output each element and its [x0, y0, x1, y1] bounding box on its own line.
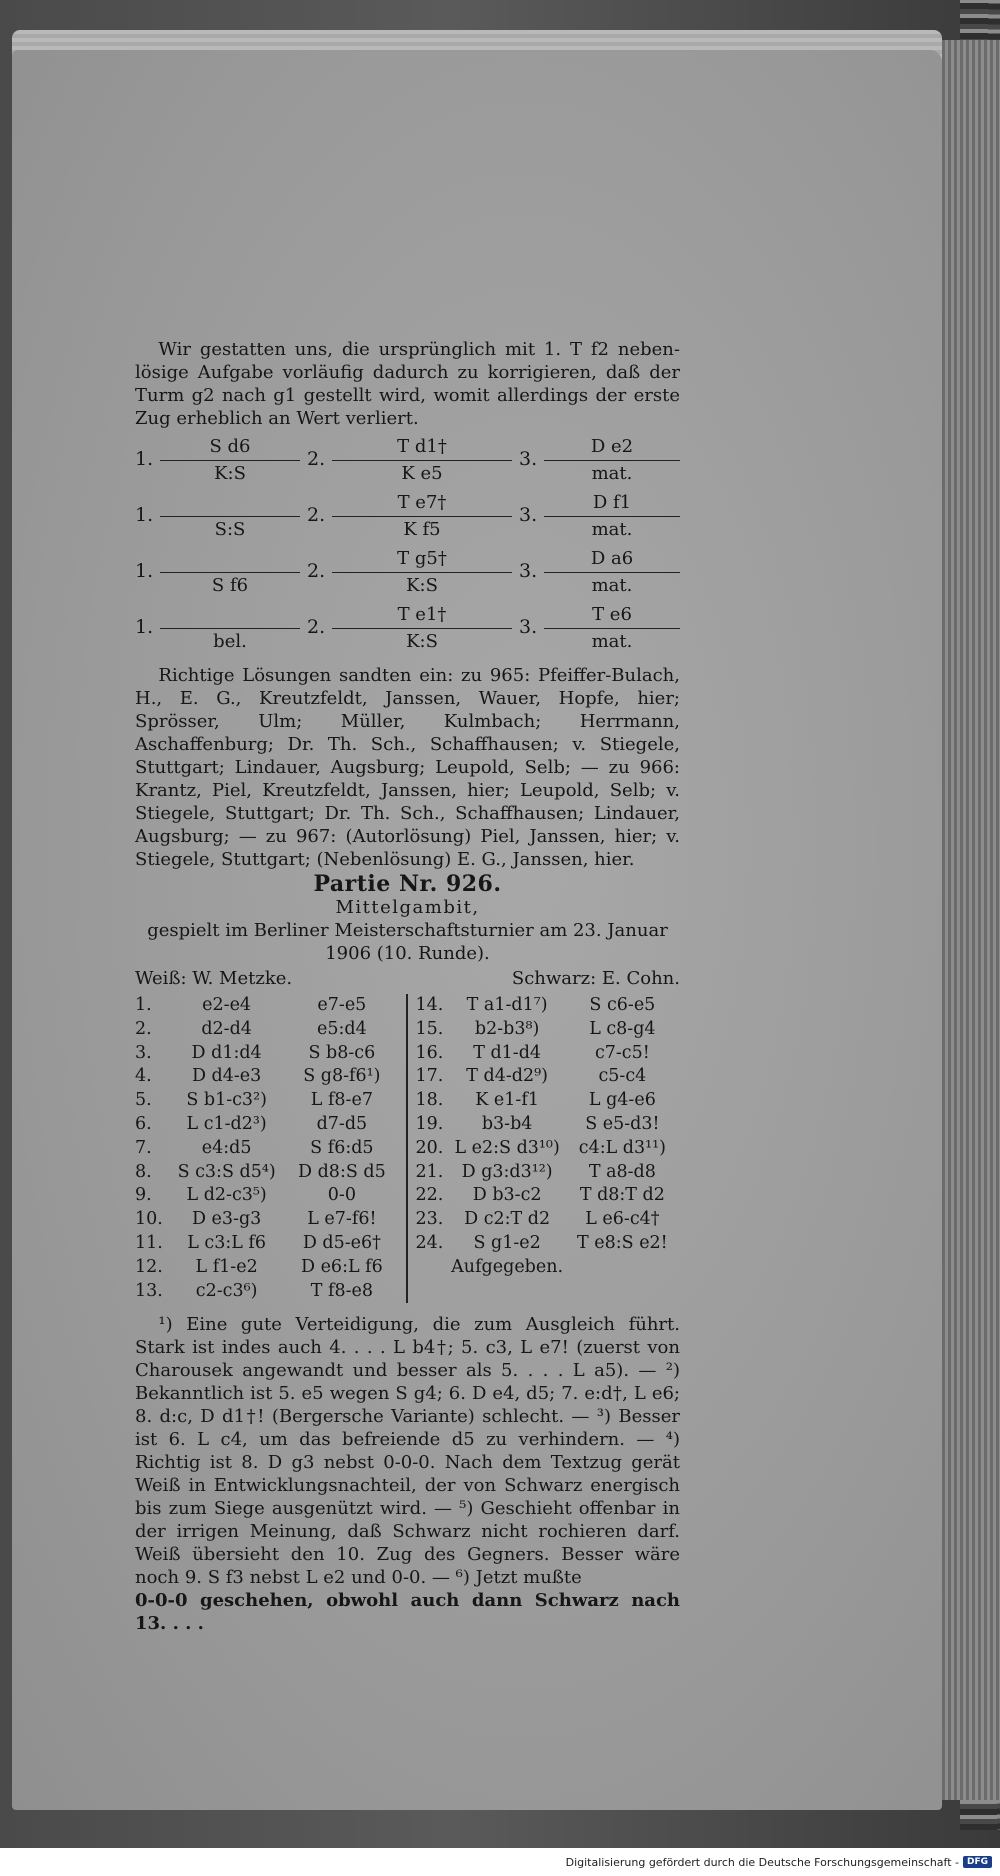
- move-number: 2.: [307, 448, 326, 470]
- black-move: c7-c5!: [594, 1042, 650, 1063]
- black-move: 0-0: [327, 1185, 356, 1206]
- white-move: e4:d5: [201, 1137, 252, 1158]
- move-number: 8.: [135, 1161, 152, 1182]
- white-move: T d1-d4: [473, 1042, 542, 1063]
- black-move: S b8-c6: [308, 1042, 376, 1063]
- move-row: [135, 1256, 400, 1280]
- game-date: 1906 (10. Runde).: [325, 943, 490, 964]
- move-row: [135, 1089, 400, 1113]
- annotation-tail: 0-0-0 geschehen, obwohl auch dann Schwarz nach 13. . . .: [135, 1590, 680, 1635]
- white-player: Weiß: W. Metzke.: [135, 968, 293, 989]
- black-move: S f6:d5: [310, 1137, 374, 1158]
- move-row: [416, 1042, 681, 1066]
- move-2: $\frac{\text{T g5†}}{K:S}$: [332, 546, 512, 599]
- white-move: D b3-c2: [472, 1185, 542, 1206]
- move-number: 2.: [307, 616, 326, 638]
- black-move: d7-d5: [316, 1113, 368, 1134]
- black-move: e7-e5: [317, 995, 367, 1015]
- move-number: [416, 1256, 450, 1280]
- game-moves: [135, 994, 680, 1303]
- footer-credit: Digitalisierung gefördert durch die Deutsche Forschungsgemeinschaft -: [565, 1855, 959, 1869]
- move-row: [135, 1065, 400, 1089]
- black-move: S e5-d3!: [585, 1113, 660, 1134]
- white-move: D c2:T d2: [464, 1209, 551, 1230]
- move-2: $\frac{\text{T e1†}}{K:S}$: [332, 602, 512, 655]
- white-move: S c3:S d5⁴): [177, 1161, 276, 1182]
- black-player: Schwarz: E. Cohn.: [511, 968, 680, 989]
- move-number: 3.: [519, 504, 538, 526]
- white-move: d2-d4: [201, 1018, 252, 1039]
- white-move: Aufgegeben.: [451, 1256, 564, 1277]
- solution-row: [135, 490, 680, 546]
- move-3: D a6 mat.: [544, 546, 680, 599]
- black-move: D e6:L f6: [300, 1256, 383, 1277]
- page-content: [135, 338, 680, 1635]
- move-row: [416, 1184, 681, 1208]
- solution-row: [135, 602, 680, 658]
- move-3: T e6 mat.: [544, 602, 680, 655]
- move-row: [416, 1089, 681, 1113]
- move-row: [416, 1256, 681, 1280]
- move-number: 21.: [415, 1161, 444, 1182]
- move-number: 10.: [135, 1209, 163, 1230]
- black-move: L f8-e7: [310, 1090, 373, 1111]
- move-number: 3.: [519, 448, 538, 470]
- move-number: 3.: [519, 560, 538, 582]
- move-2: $\frac{\text{T d1†}}{\text{K e5}}$: [332, 434, 512, 487]
- black-move: L g4-e6: [588, 1090, 656, 1111]
- move-1: S:S: [160, 490, 300, 543]
- move-number: 2.: [135, 1018, 152, 1039]
- annotations: [135, 1313, 680, 1635]
- solution-row: [135, 434, 680, 490]
- white-move: T a1-d1⁷): [466, 995, 548, 1015]
- move-number: 22.: [415, 1185, 444, 1206]
- white-move: b2-b3⁸): [474, 1018, 540, 1039]
- move-row: [135, 994, 400, 1018]
- move-number: 9.: [135, 1185, 152, 1206]
- move-row: [135, 1042, 400, 1066]
- move-number: 11.: [135, 1232, 163, 1253]
- move-number: 6.: [135, 1113, 152, 1134]
- white-move: D d1:d4: [191, 1042, 262, 1063]
- moves-right-column: [408, 994, 681, 1303]
- game-opening: Mittelgambit,: [335, 897, 480, 918]
- black-move: c5-c4: [598, 1066, 647, 1087]
- white-move: L c1-d2³): [186, 1113, 267, 1134]
- move-number: 14.: [415, 995, 444, 1015]
- move-number: 23.: [415, 1209, 444, 1230]
- white-move: S g1-e2: [473, 1232, 541, 1253]
- black-move: e5:d4: [317, 1018, 367, 1039]
- white-move: L d2-c3⁵): [186, 1185, 267, 1206]
- move-row: [135, 1280, 400, 1304]
- move-number: 5.: [135, 1090, 152, 1111]
- move-number: 19.: [415, 1113, 444, 1134]
- move-number: 3.: [519, 616, 538, 638]
- move-row: [135, 1208, 400, 1232]
- white-move: D e3-g3: [191, 1209, 262, 1230]
- black-move: S g8-f6¹): [303, 1066, 381, 1087]
- black-move: [565, 1256, 680, 1280]
- move-number: 1.: [135, 448, 154, 470]
- black-move: D d5-e6†: [302, 1232, 381, 1253]
- white-move: L e2:S d3¹⁰): [454, 1137, 560, 1158]
- move-2: $\frac{\text{T e7†}}{\text{K f5}}$: [332, 490, 512, 543]
- move-number: 2.: [307, 504, 326, 526]
- white-move: D g3:d3¹²): [461, 1161, 553, 1182]
- black-move: T f8-e8: [310, 1280, 373, 1301]
- move-row: [135, 1137, 400, 1161]
- move-row: [416, 1018, 681, 1042]
- black-move: c4:L d3¹¹): [578, 1137, 666, 1158]
- move-number: 1.: [135, 504, 154, 526]
- move-number: 16.: [415, 1042, 444, 1063]
- white-move: L f1-e2: [195, 1256, 258, 1277]
- intro-paragraph: Wir gestatten uns, die ursprünglich mit 1. T f2 neben-lösige Aufgabe vorläufig dadurch zu korrigieren, daß der Turm g2 nach g1 gestellt wird, womit allerdings der erste Zug erheblich an Wert verliert.: [135, 339, 680, 429]
- white-move: S b1-c3²): [186, 1090, 267, 1111]
- black-move: L e7-f6!: [307, 1209, 377, 1230]
- white-move: c2-c3⁶): [195, 1280, 258, 1301]
- move-number: 13.: [135, 1280, 163, 1301]
- black-move: D d8:S d5: [298, 1161, 386, 1182]
- black-move: T a8-d8: [588, 1161, 656, 1182]
- move-row: [135, 1018, 400, 1042]
- white-move: e2-e4: [202, 995, 252, 1015]
- move-number: 7.: [135, 1137, 152, 1158]
- move-3: D f1 mat.: [544, 490, 680, 543]
- players-line: [135, 967, 680, 990]
- moves-left-column: [135, 994, 408, 1303]
- white-move: D d4-e3: [191, 1066, 262, 1087]
- digitization-footer: [0, 1848, 1000, 1876]
- solution-row: [135, 546, 680, 602]
- black-move: T d8:T d2: [579, 1185, 665, 1206]
- white-move: T d4-d2⁹): [466, 1066, 548, 1087]
- move-row: [135, 1184, 400, 1208]
- move-row: [135, 1232, 400, 1256]
- white-move: b3-b4: [481, 1113, 533, 1134]
- move-number: 20.: [415, 1137, 444, 1158]
- white-move: K e1-f1: [475, 1090, 539, 1111]
- annotation-text: ¹) Eine gute Verteidigung, die zum Ausgleich führt. Stark ist indes auch 4. . . . L b4†; 5. c3, L e7! (zuerst von Charousek angewandt und besser als 5. . . . L a5). — ²) Bekanntlich ist 5. e5 wegen S g4; 6. D e4, d5; 7. e:d†, L e6; 8. d:c, D d1†! (Bergersche Variante) schlecht. — ³) Besser ist 6. L c4, um das befreiende d5 zu verhindern. — ⁴) Richtig ist 8. D g3 nebst 0-0-0. Nach dem Textzug gerät Weiß in Entwicklungsnachteil, der von Schwarz energisch bis zum Siege ausgenützt wird. — ⁵) Geschieht offenbar in der irrigen Meinung, daß Schwarz nicht rochieren darf. Weiß übersieht den 10. Zug des Gegners. Besser wäre noch 9. S f3 nebst L e2 und 0-0. — ⁶) Jetzt mußte: [135, 1314, 680, 1589]
- black-move: L c8-g4: [589, 1018, 656, 1039]
- move-number: 18.: [415, 1090, 444, 1111]
- move-number: 24.: [415, 1232, 444, 1253]
- move-row: [416, 1137, 681, 1161]
- move-number: 4.: [135, 1066, 152, 1087]
- move-number: 15.: [415, 1018, 444, 1039]
- white-move: L c3:L f6: [187, 1232, 267, 1253]
- dfg-logo: DFG: [963, 1856, 992, 1868]
- black-move: L e6-c4†: [585, 1209, 660, 1230]
- move-number: 1.: [135, 995, 152, 1015]
- black-move: T e8:S e2!: [577, 1232, 668, 1253]
- move-number: 17.: [415, 1066, 444, 1087]
- move-row: [416, 1113, 681, 1137]
- move-number: 1.: [135, 560, 154, 582]
- move-number: 12.: [135, 1256, 163, 1277]
- move-row: [416, 1208, 681, 1232]
- move-1: $\frac{\text{S d6}}{K:S}$: [160, 434, 300, 487]
- game-title: Partie Nr. 926.: [313, 871, 502, 897]
- solvers-paragraph: Richtige Lösungen sandten ein: zu 965: Pfeiffer-Bulach, H., E. G., Kreutzfeldt, Janssen, Wauer, Hopfe, hier; Sprösser, Ulm; Müller, Kulmbach; Herrmann, Aschaffenburg; Dr. Th. Sch., Schaffhausen; v. Stiegele, Stuttgart; Lindauer, Augsburg; Leupold, Selb; — zu 966: Krantz, Piel, Kreutzfeldt, Janssen, hier; Leupold, Selb; v. Stiegele, Stuttgart; Dr. Th. Sch., Schaffhausen; Lindauer, Augsburg; — zu 967: (Autorlösung) Piel, Janssen, hier; v. Stiegele, Stuttgart; (Nebenlösung) E. G., Janssen, hier.: [135, 665, 680, 870]
- move-3: D e2 mat.: [544, 434, 680, 487]
- move-row: [416, 1232, 681, 1256]
- black-move: S c6-e5: [589, 995, 656, 1015]
- move-1: S f6: [160, 546, 300, 599]
- move-row: [135, 1113, 400, 1137]
- solution-table: [135, 434, 680, 658]
- game-context: gespielt im Berliner Meisterschaftsturnier am 23. Januar: [147, 920, 668, 941]
- move-number: 3.: [135, 1042, 152, 1063]
- move-row: [135, 1161, 400, 1185]
- move-number: 2.: [307, 560, 326, 582]
- move-row: [416, 994, 681, 1018]
- move-number: 1.: [135, 616, 154, 638]
- move-row: [416, 1161, 681, 1185]
- move-row: [416, 1065, 681, 1089]
- move-1: bel.: [160, 602, 300, 655]
